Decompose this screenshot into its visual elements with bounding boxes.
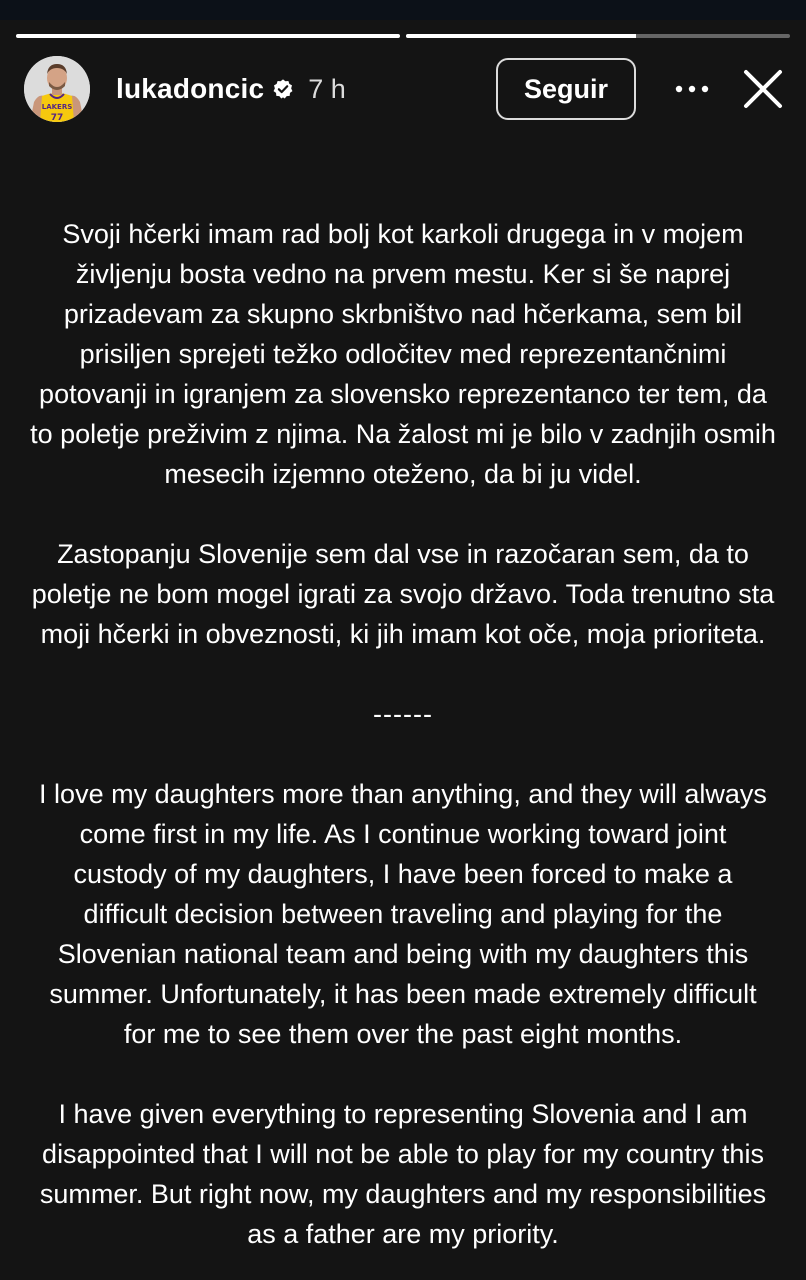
english-paragraph-1: I love my daughters more than anything, and they will always come first in my life. As I continue working toward joint custody of my daughters, I have been forced to make a difficult decision between traveling and playing for the Slovenian national team and being with my daughters this summer. Unfortunately, it has been made extremely difficult for me to see them over the past eight months. xyxy=(39,779,767,1049)
verified-badge-icon xyxy=(272,78,294,100)
follow-button[interactable]: Seguir xyxy=(496,58,636,120)
avatar[interactable] xyxy=(24,56,90,122)
slovenian-paragraph-2: Zastopanju Slovenije sem dal vse in razočaran sem, da to poletje ne bom mogel igrati za svojo državo. Toda trenutno sta moji hčerki in obveznosti, ki jih imam kot oče, moja prioriteta. xyxy=(31,539,775,649)
progress-segment-2 xyxy=(406,34,790,38)
story-progress xyxy=(16,34,790,38)
close-icon[interactable] xyxy=(740,66,786,112)
story-header xyxy=(24,55,786,123)
status-bar-area xyxy=(0,0,806,20)
svg-text:77: 77 xyxy=(50,113,64,122)
progress-segment-1 xyxy=(16,34,400,38)
story-text xyxy=(30,214,776,1280)
user-info[interactable] xyxy=(116,73,496,105)
avatar-image xyxy=(24,56,90,122)
text-divider: ------ xyxy=(373,699,433,729)
post-time: 7 h xyxy=(308,73,346,104)
svg-text:LAKERS: LAKERS xyxy=(41,103,73,111)
slovenian-paragraph-1: Svoji hčerki imam rad bolj kot karkoli drugega in v mojem življenju bosta vedno na prvem mestu. Ker si še naprej prizadevam za skupno skrbništvo nad hčerkama, sem bil prisiljen sprejeti težko odločitev med reprezentančnimi potovanji in igranjem za slovensko reprezentanco ter tem, da to poletje preživim z njima. Na žalost mi je bilo v zadnjih osmih mesecih izjemno oteženo, da bi ju videl. xyxy=(30,219,776,489)
english-paragraph-2: I have given everything to representing Slovenia and I am disappointed that I will not be able to play for my country this summer. But right now, my daughters and my responsibilities as a father are my priority. xyxy=(39,1099,767,1249)
more-horizontal-icon[interactable] xyxy=(672,69,712,109)
username[interactable]: lukadoncic xyxy=(116,73,265,104)
